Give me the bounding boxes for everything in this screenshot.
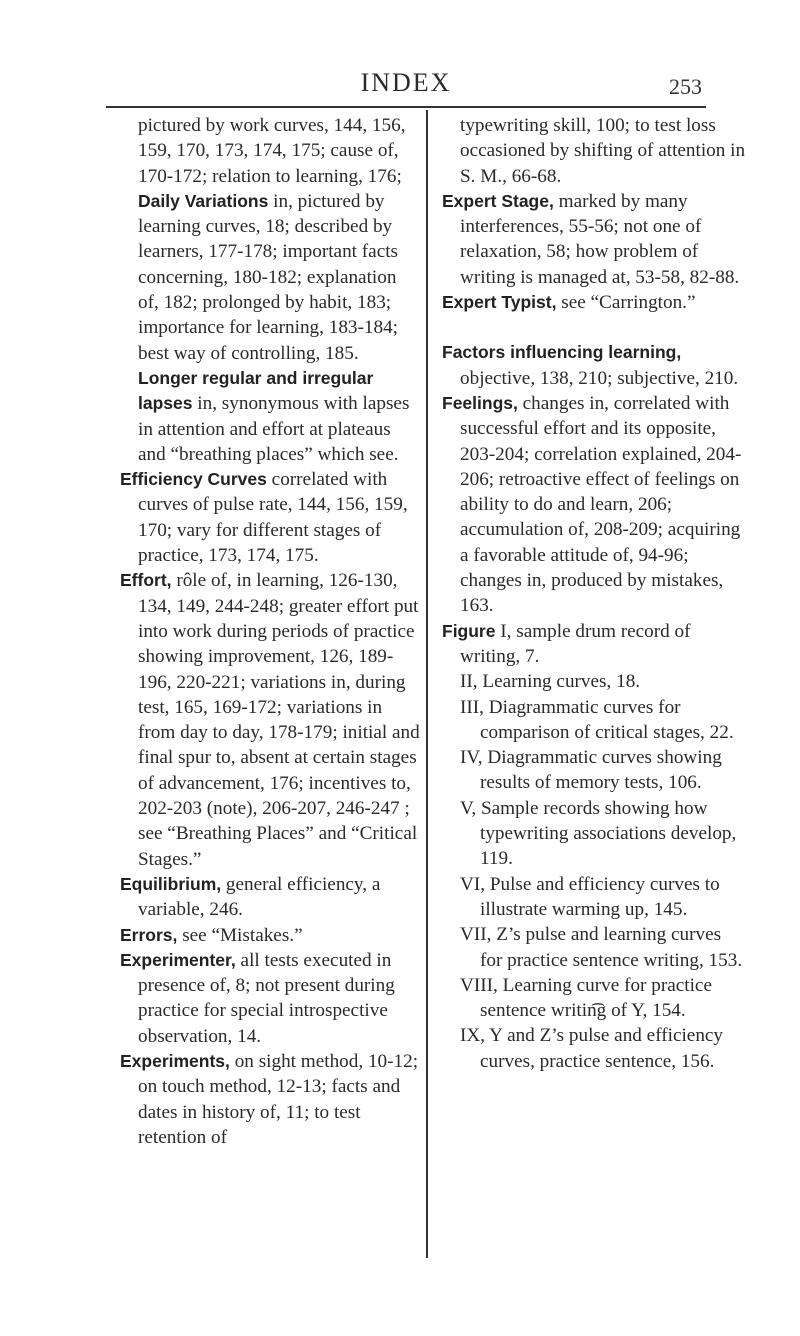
entry-text: VI, Pulse and efficiency curves to illustrate warming up, 145. xyxy=(460,873,720,920)
entry-text: IX, Y and Z’s pulse and efficiency curves, practice sentence, 156. xyxy=(460,1025,724,1072)
entry-text: see “Mistakes.” xyxy=(177,924,303,946)
entry-text: V, Sample records showing how typewriting associations develop, 119. xyxy=(460,797,737,870)
index-subentry xyxy=(442,872,747,923)
entry-text: marked by many interferences, 55-56; not one of relaxation, 58; how problem of writing is managed at, 53-58, 82-88. xyxy=(460,190,740,288)
entry-text: in, synonymous with lapses in attention and effort at plateaus and “breathing places” which see. xyxy=(138,393,410,465)
index-entry xyxy=(120,1049,420,1150)
page-number: 253 xyxy=(669,74,702,99)
index-subentry xyxy=(442,922,747,973)
entry-text: on sight method, 10-12; on touch method, 12-13; facts and dates in history of, 11; to test retention of xyxy=(138,1050,419,1148)
entry-heading: Factors influencing learning, xyxy=(442,342,682,363)
entry-text: II, Learning curves, 18. xyxy=(460,671,641,693)
entry-text: I, sample drum record of writing, 7. xyxy=(460,620,691,667)
index-entry xyxy=(120,872,420,923)
index-entry xyxy=(120,923,420,948)
index-entry xyxy=(442,290,747,315)
index-entry xyxy=(120,948,420,1049)
index-subentry xyxy=(442,973,747,1024)
entry-heading: Experiments, xyxy=(120,1050,230,1071)
entry-text: changes in, correlated with successful effort and its opposite, 203-204; correlation explained, 204-206; retroactive effect of feelings on ability to do and learn, 206; accumulation of, 208-209; acquiring a favorable attitude of, 94-96; changes in, produced by mistakes, 163. xyxy=(460,392,742,617)
running-head: INDEX xyxy=(360,68,452,97)
index-entry xyxy=(120,113,420,467)
entry-text: III, Diagrammatic curves for comparison of critical stages, 22. xyxy=(460,696,734,743)
entry-text: VIII, Learning curve for practice sentence writin͡g of Y, 154. xyxy=(460,974,712,1022)
entry-heading: Efficiency Curves xyxy=(120,469,267,490)
entry-text: correlated with curves of pulse rate, 144, 156, 159, 170; vary for different stages of practice, 173, 174, 175. xyxy=(138,469,408,567)
index-subentry xyxy=(442,745,747,796)
entry-text: all tests executed in presence of, 8; not present during practice for special introspective observation, 14. xyxy=(138,949,395,1047)
entry-text: general efficiency, a variable, 246. xyxy=(138,873,381,921)
entry-text: VII, Z’s pulse and learning curves for practice sentence writing, 153. xyxy=(460,924,743,971)
entry-text: rôle of, in learning, 126-130, 134, 149, 244-248; greater effort put into work during periods of practice showing improvement, 126, 189-196, 220-221; variations in, during test, 165, 169-172; variations in from day to day, 178-179; initial and final spur to, absent at certain stages of advancement, 176; incentives to, 202-203 (note), 206-207, 246-247 ; see “Breathing Places” and “Critical Stages.” xyxy=(138,570,420,870)
entry-text: objective, 138, 210; subjective, 210. xyxy=(460,367,739,389)
entry-heading: Expert Stage, xyxy=(442,190,554,211)
index-column-left xyxy=(120,113,420,1150)
entry-heading: Effort, xyxy=(120,570,172,591)
entry-heading: Figure xyxy=(442,620,496,641)
entry-heading: Errors, xyxy=(120,924,178,945)
entry-text: in, pictured by learning curves, 18; described by learners, 177-178; important facts concerning, 180-182; explanation of, 182; prolonged by habit, 183; importance for learning, 183-184; best way of controlling, 185. xyxy=(138,190,399,364)
index-subentry xyxy=(442,796,747,872)
index-entry xyxy=(442,113,747,189)
index-entry xyxy=(120,568,420,872)
entry-text: see “Carrington.” xyxy=(556,292,696,314)
index-subentry xyxy=(442,669,747,694)
entry-heading: Feelings, xyxy=(442,392,518,413)
header-rule xyxy=(106,106,706,108)
entry-heading: Daily Variations xyxy=(138,190,269,211)
page-header xyxy=(106,68,706,108)
index-subentry xyxy=(442,1023,747,1074)
index-column-right xyxy=(442,113,747,1074)
entry-text: pictured by work curves, 144, 156, 159, 170, 173, 174, 175; cause of, 170-172; relation to learning, 176; xyxy=(138,115,406,187)
column-divider xyxy=(426,110,428,1258)
entry-text: typewriting skill, 100; to test loss occasioned by shifting of attention in S. M., 66-68. xyxy=(460,115,746,187)
entry-text: IV, Diagrammatic curves showing results of memory tests, 106. xyxy=(460,747,722,794)
entry-heading: Longer regular and irregular lapses xyxy=(138,367,374,414)
index-entry xyxy=(442,189,747,290)
index-entry xyxy=(442,391,747,619)
index-subentry xyxy=(442,695,747,746)
entry-heading: Experimenter, xyxy=(120,949,236,970)
entry-heading: Equilibrium, xyxy=(120,873,222,894)
index-entry xyxy=(442,340,747,391)
index-entry xyxy=(120,467,420,568)
index-entry xyxy=(442,619,747,670)
entry-heading: Expert Typist, xyxy=(442,292,557,313)
